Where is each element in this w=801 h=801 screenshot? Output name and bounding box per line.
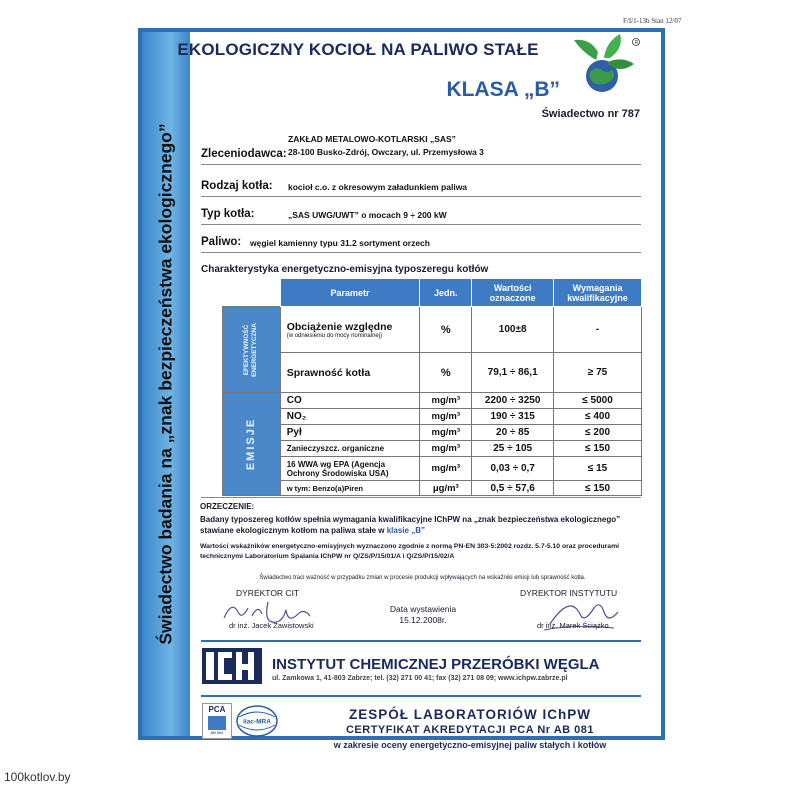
validity-note: Świadectwo traci ważność w przypadku zmian w procesie produkcji wpływających na wskaźniki emisji lub sprawność kotła. [259,575,586,581]
requirement-cell: ≤ 150 [554,441,642,457]
boiler-kind-value: kocioł c.o. z okresowym załadunkiem paliwa [288,182,468,192]
lab-name: ZESPÓŁ LABORATORIÓW IChPW [349,707,591,722]
header-unit: Jedn. [420,279,472,307]
param-name: Pył [280,425,420,441]
requirement-cell: ≤ 400 [554,409,642,425]
group-emissions [223,393,281,496]
requirement-cell: - [554,307,642,353]
param-name: 16 WWA wg EPA (Agencja Ochrony Środowiska USA) [280,457,420,481]
sidebar-banner [142,32,190,736]
ilac-mra-logo-icon [235,704,279,738]
param-note: (w odniesieniu do mocy nominalnej) [286,332,383,339]
header-values: Wartości oznaczone [472,279,554,307]
divider [201,196,641,197]
pca-logo-mark [208,716,226,730]
requirement-cell: ≤ 150 [554,481,642,496]
value-cell: 0,5 ÷ 57,6 [472,481,554,496]
requirement-cell: ≤ 200 [554,425,642,441]
requirement-cell: ≥ 75 [554,353,642,393]
unit-cell: mg/m³ [420,441,472,457]
divider [201,224,641,225]
svg-text:R: R [634,40,639,46]
page-title: EKOLOGICZNY KOCIOŁ NA PALIWO STAŁE [177,40,539,59]
sidebar-title: Świadectwo badania na „znak bezpieczeństwa ekologicznego” [155,123,176,645]
boiler-type-value: „SAS UWG/UWT” o mocach 9 ÷ 200 kW [288,210,447,220]
param-name: Obciążenie względne [286,320,393,333]
table-row [223,307,642,353]
table-row [223,441,642,457]
requirement-cell: ≤ 15 [554,457,642,481]
verdict-body: Badany typoszereg kotłów spełnia wymagania kwalifikacyjne IChPW na „znak bezpieczeństwa ekologicznego” stawiane ekologicznym kotłom na paliwa stałe w [200,515,621,535]
requirement-cell: ≤ 5000 [554,393,642,409]
client-name: ZAKŁAD METALOWO-KOTLARSKI „SAS” [288,134,456,144]
table-row [223,481,642,496]
client-address: 28-100 Busko-Zdrój, Owczary, ul. Przemysłowa 3 [288,147,484,157]
param-name: NO₂ [280,409,420,425]
frame-right [661,28,665,740]
param-cell [280,307,420,353]
boiler-type-label: Typ kotła: [201,208,255,220]
left-signatory-name: dr inż. Jacek Zawistowski [229,621,314,630]
document-code: F/I/1-13b Stan 12/07 [623,17,682,25]
institute-name: INSTYTUT CHEMICZNEJ PRZERÓBKI WĘGLA [272,656,600,673]
unit-cell: mg/m³ [420,409,472,425]
table-row [223,393,642,409]
client-label: Zleceniodawca: [201,148,287,160]
issue-date-value: 15.12.2008r. [399,615,447,625]
header-parametr: Parametr [280,279,420,307]
value-cell: 0,03 ÷ 0,7 [472,457,554,481]
verdict-class: klasie „B” [386,526,425,535]
group-efficiency-label: EFEKTYWNOŚĆ ENERGETYCZNA [243,322,259,377]
institute-address: ul. Zamkowa 1, 41-803 Zabrze; tel. (32) 271 00 41; fax (32) 271 08 09; www.ichpw.zabrze.pl [272,675,568,682]
param-name: CO [280,393,420,409]
table-row [223,457,642,481]
group-emissions-label: EMISJE [245,417,258,471]
value-cell: 25 ÷ 105 [472,441,554,457]
value-cell: 2200 ÷ 3250 [472,393,554,409]
divider [201,640,641,642]
param-name: w tym: Benzo(a)Piren [280,481,420,496]
accreditation-certificate: CERTYFIKAT AKREDYTACJI PCA Nr AB 081 [345,724,594,736]
unit-cell: mg/m³ [420,393,472,409]
table-row [223,409,642,425]
table-row [223,353,642,393]
accreditation-scope: w zakresie oceny energetyczno-emisyjnej paliw stałych i kotłów [333,740,607,750]
fuel-label: Paliwo: [201,236,242,248]
pca-logo [202,703,232,739]
right-signatory-title: DYREKTOR INSTYTUTU [520,588,618,598]
unit-cell: % [420,353,472,393]
eco-globe-logo-icon [566,32,646,98]
boiler-kind-label: Rodzaj kotła: [201,180,273,192]
verdict-title: ORZECZENIE: [200,502,255,511]
divider [201,252,641,253]
param-name: Sprawność kotła [280,353,420,393]
characteristics-title: Charakterystyka energetyczno-emisyjna typoszeregu kotłów [201,264,489,275]
value-cell: 20 ÷ 85 [472,425,554,441]
pca-logo-text: PCA [208,705,226,714]
verdict-text [200,514,645,536]
divider [201,695,641,697]
certificate-number: Świadectwo nr 787 [541,108,640,120]
pca-ab-code: AB 081 [210,730,224,735]
group-efficiency [223,307,281,393]
value-cell: 79,1 ÷ 86,1 [472,353,554,393]
site-watermark: 100kotlov.by [4,770,71,784]
ichpw-logo-icon [202,648,262,684]
unit-cell: mg/m³ [420,425,472,441]
value-cell: 100±8 [472,307,554,353]
table-corner [223,279,281,307]
header-requirements: Wymagania kwalifikacyjne [554,279,642,307]
left-signatory-title: DYREKTOR CIT [236,588,300,598]
fuel-value: węgiel kamienny typu 31.2 sortyment orzech [250,238,430,248]
table-row [223,425,642,441]
divider [201,497,641,498]
table-header-row [223,279,642,307]
param-name: Zanieczyszcz. organiczne [280,441,420,457]
unit-cell: % [420,307,472,353]
right-signatory-name: dr inż. Marek Ściążko [537,621,609,630]
issue-date-label: Data wystawienia [389,604,457,614]
unit-cell: μg/m³ [420,481,472,496]
class-label: KLASA „B” [446,78,560,101]
unit-cell: mg/m³ [420,457,472,481]
measurement-note: Wartości wskaźników energetyczno-emisyjnych wyznaczono zgodnie z normą PN-EN 303-5:2002 rozdz. 5.7-5.10 oraz procedurami technicznymi Laboratorium Spalania IChPW nr Q/ZS/P/15/01/A i Q/ZS/P/15/02/A [200,543,620,560]
value-cell: 190 ÷ 315 [472,409,554,425]
divider [201,164,641,165]
ilac-logo-text: ilac-MRA [243,718,271,726]
specs-table [222,278,642,496]
